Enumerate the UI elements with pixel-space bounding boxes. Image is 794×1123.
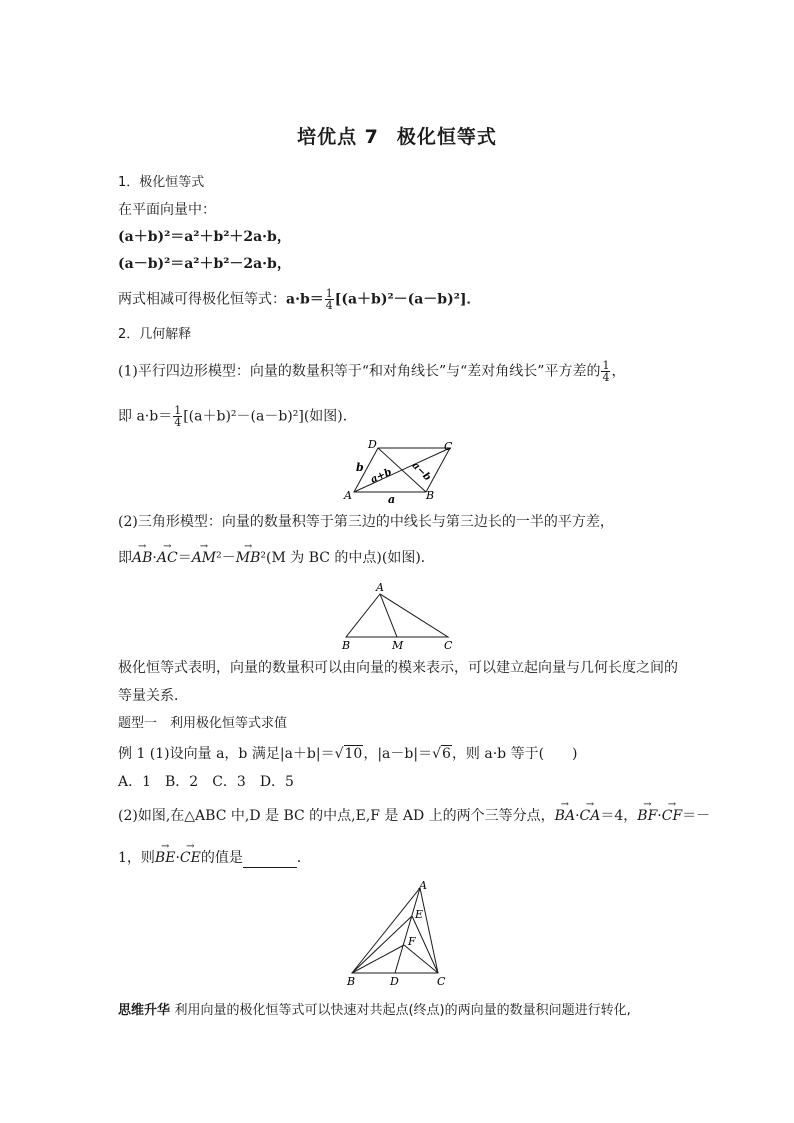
p1-text: (1)平行四边形模型：向量的数量积等于“和对角线长”与“差对角线长”平方差的	[118, 363, 601, 380]
q1-post: ，则 a·b 等于( )	[451, 746, 578, 762]
page-title	[0, 122, 794, 149]
summary-line-2: 等量关系．	[118, 688, 188, 704]
title-topic: 极化恒等式	[396, 126, 497, 148]
fig3-label-C: C	[437, 975, 446, 988]
q1-pre: 例 1 (1)设向量 a，b 满足|a＋b|＝	[118, 746, 335, 762]
fig3-label-E: E	[415, 908, 424, 921]
sec2-p1-eq	[118, 405, 357, 428]
sec2-p2-eq: 即→ AB·→ AC＝→ AM²－→ MB²(M 为 BC 的中点)(如图)．	[118, 548, 435, 568]
q2-text: (2)如图,在△ABC 中,D 是 BC 的中点,E,F 是 AD 上的两个三等分点，	[118, 808, 555, 824]
fig3-label-A: A	[419, 879, 427, 892]
example-1-q1: 例 1 (1)设向量 a，b 满足|a＋b|＝√10，|a－b|＝√6，则 a·b 等于( )	[118, 746, 578, 762]
conclusion-lhs: a·b＝	[286, 291, 324, 308]
q2-end: 的值是	[200, 850, 243, 866]
fig1-label-A: A	[344, 489, 352, 502]
title-main: 培优点 7	[297, 126, 379, 148]
sec1-eq1: (a＋b)²＝a²＋b²＋2a·b，	[118, 229, 291, 245]
section-2-heading: 2．几何解释	[118, 327, 192, 342]
tip-label: 思维升华	[118, 1003, 171, 1018]
tip-text: 利用向量的极化恒等式可以快速对共起点(终点)的两向量的数量积问题进行转化,	[174, 1003, 631, 1018]
fig1-label-amb: a−b	[409, 460, 433, 484]
fig2-label-B: B	[342, 639, 351, 652]
example-1-q2: (2)如图,在△ABC 中,D 是 BC 的中点,E,F 是 AD 上的两个三等分点，→ BA·→ CA＝4，→ BF·→ CF＝－	[118, 806, 710, 826]
p1-eq-rhs: [(a＋b)²－(a－b)²](如图)．	[183, 408, 357, 425]
sec2-p2: (2)三角形模型：向量的数量积等于第三边的中线长与第三边长的一半的平方差，	[118, 514, 614, 530]
conclusion-text: 两式相减可得极化恒等式：	[118, 291, 286, 308]
sec1-conclusion	[118, 288, 480, 311]
fraction-quarter: $\frac{1}{4}$	[174, 404, 182, 429]
example-1-options: A．1 B．2 C．3 D．5	[118, 774, 294, 790]
q2-eq2-val: ＝－	[682, 808, 711, 824]
parallelogram-figure	[340, 436, 465, 504]
q1-radicand-2: 6	[442, 746, 451, 762]
section-1-heading: 1．极化恒等式	[118, 175, 205, 190]
fig2-label-M: M	[392, 639, 404, 652]
fig1-label-B: B	[426, 489, 435, 502]
tip-line	[118, 1000, 631, 1021]
p1-eq-lhs: 即 a·b＝	[118, 408, 173, 425]
triangle-median-figure	[336, 580, 460, 652]
fig3-label-D: D	[390, 975, 399, 988]
fig3-label-F: F	[408, 935, 416, 948]
p2-eq-post: (M 为 BC 的中点)(如图)．	[266, 550, 435, 566]
sec1-intro: 在平面向量中：	[118, 202, 216, 218]
fig2-label-A: A	[376, 581, 384, 594]
q1-radicand-1: 10	[344, 746, 363, 762]
sec2-p1: (1)平行四边形模型：向量的数量积等于“和对角线长”与“差对角线长”平方差的 $\frac{1}{4}$ ，	[118, 359, 626, 384]
fig2-label-C: C	[444, 639, 453, 652]
q2-eq1-val: ＝4，	[600, 808, 638, 824]
triangle-trisection-figure	[340, 876, 460, 992]
fraction-quarter: $\frac{1}{4}$	[325, 287, 333, 312]
conclusion-rhs: [(a＋b)²－(a－b)²]．	[334, 291, 481, 308]
fig1-label-a: a	[388, 493, 396, 504]
fig1-label-C: C	[444, 440, 453, 453]
example-1-q2-cont: 1，则→ BE·→ CE的值是 ．	[118, 848, 311, 868]
type-1-heading: 题型一 利用极化恒等式求值	[118, 716, 288, 731]
fig1-label-D: D	[368, 438, 377, 451]
summary-line-1: 极化恒等式表明，向量的数量积可以由向量的模来表示，可以建立起向量与几何长度之间的	[118, 660, 678, 676]
q2-cont: 1，则	[118, 850, 155, 866]
fig1-label-b: b	[356, 461, 364, 474]
fig3-label-B: B	[347, 975, 356, 988]
sec1-eq2: (a－b)²＝a²＋b²－2a·b，	[118, 256, 291, 272]
fig1-label-apb: a+b	[369, 466, 394, 486]
q1-mid: ，|a－b|＝	[363, 746, 433, 762]
answer-blank[interactable]	[243, 853, 297, 868]
fraction-quarter: $\frac{1}{4}$	[602, 359, 610, 384]
